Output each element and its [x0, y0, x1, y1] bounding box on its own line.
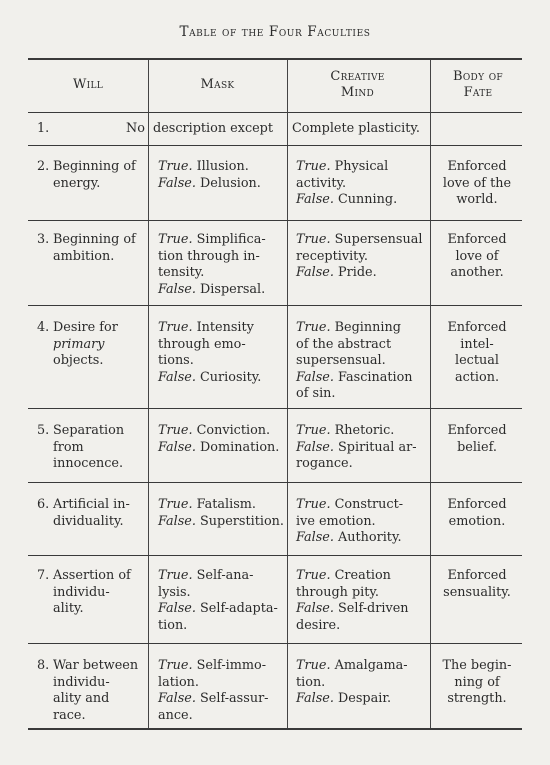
row-2-creative	[296, 159, 397, 209]
true-label: True.	[158, 423, 193, 438]
false-label: False.	[296, 601, 334, 617]
mask-line: False. Superstition.	[158, 513, 284, 529]
will-line: objects.	[53, 353, 104, 369]
creative-line: activity.	[296, 175, 347, 191]
mask-line: tions.	[158, 353, 194, 369]
row-3-will	[37, 232, 136, 265]
true-label: True.	[296, 658, 331, 673]
will-line: individu-	[53, 584, 110, 600]
fate-line: Enforced	[447, 232, 507, 247]
creative-line: desire.	[296, 617, 341, 633]
true-label: True.	[158, 568, 193, 583]
row-7-creative	[296, 568, 409, 634]
creative-line: True. Amalgama-	[296, 658, 408, 673]
creative-line: False. Despair.	[296, 691, 392, 707]
will-line: ambition.	[53, 248, 115, 264]
false-label: False.	[158, 439, 196, 455]
will-line: energy.	[53, 175, 101, 191]
true-label: True.	[296, 497, 331, 512]
creative-line: ive emotion.	[296, 513, 376, 529]
creative-line: rogance.	[296, 456, 353, 472]
row-number: 5.	[37, 423, 50, 438]
creative-line: True. Rhetoric.	[296, 423, 395, 438]
row-8-will	[37, 658, 138, 724]
row-1-mask: description except	[153, 121, 274, 136]
will-text: Desire for	[53, 320, 118, 335]
mask-line: lation.	[158, 674, 199, 690]
mask-line: lysis.	[158, 584, 191, 600]
mask-line: False. Self-adapta-	[158, 601, 278, 617]
mask-line: through emo-	[158, 336, 246, 352]
mask-line: True. Conviction.	[158, 423, 271, 438]
will-text: War between	[53, 658, 139, 673]
row-number: 2.	[37, 159, 50, 174]
true-label: True.	[158, 232, 193, 247]
true-label: True.	[158, 320, 193, 335]
row-number: 6.	[37, 497, 50, 512]
row-rule	[28, 305, 522, 306]
row-3-mask	[158, 232, 266, 298]
will-line	[37, 320, 118, 337]
will-line	[37, 568, 131, 585]
will-line: innocence.	[53, 456, 124, 472]
mask-line: True. Intensity	[158, 320, 254, 335]
row-number: 4.	[37, 320, 50, 335]
will-line: from	[53, 439, 84, 455]
header-creative-mind	[300, 69, 415, 101]
row-1-creative: Complete plasticity.	[292, 121, 420, 136]
true-label: True.	[296, 320, 331, 335]
mask-line: False. Dispersal.	[158, 281, 266, 297]
creative-line: False. Self-driven	[296, 601, 409, 617]
fate-line: world.	[456, 192, 498, 208]
will-text: Artificial in-	[53, 497, 130, 512]
true-label: True.	[296, 568, 331, 583]
row-4-fate	[432, 320, 522, 386]
will-text: Separation	[53, 423, 125, 438]
creative-line: of the abstract	[296, 336, 392, 352]
row-5-fate	[432, 423, 522, 456]
creative-line: True. Supersensual	[296, 232, 423, 247]
mask-line: tensity.	[158, 265, 205, 281]
true-label: True.	[158, 497, 193, 512]
false-label: False.	[158, 369, 196, 385]
mask-line: True. Illusion.	[158, 159, 249, 174]
false-label: False.	[296, 691, 334, 707]
fate-line: lectual	[455, 353, 499, 369]
fate-line: ning of	[454, 674, 500, 690]
mask-line: True. Simplifica-	[158, 232, 266, 247]
bottom-rule	[28, 728, 522, 730]
will-line: ality and	[53, 691, 110, 707]
header-creative-mind-text: Creative Mind	[330, 69, 385, 100]
will-line: dividuality.	[53, 513, 124, 529]
creative-line: False. Pride.	[296, 265, 377, 281]
creative-line: through pity.	[296, 584, 379, 600]
row-rule	[28, 555, 522, 556]
row-5-mask	[158, 423, 279, 456]
row-3-fate	[432, 232, 522, 282]
fate-line: intel-	[460, 336, 494, 352]
fate-line: Enforced	[447, 568, 507, 583]
row-6-mask	[158, 497, 284, 530]
fate-line: sensuality.	[443, 584, 511, 600]
row-7-fate	[432, 568, 522, 601]
fate-line: The begin-	[442, 658, 512, 673]
will-line: individu-	[53, 674, 110, 690]
will-line	[37, 658, 138, 675]
row-6-creative	[296, 497, 403, 547]
will-text: Beginning of	[53, 159, 136, 174]
row-2-mask	[158, 159, 261, 192]
will-line	[37, 423, 124, 440]
false-label: False.	[296, 369, 334, 385]
row-rule	[28, 220, 522, 221]
column-divider	[430, 60, 431, 728]
row-number: 7.	[37, 568, 50, 583]
row-5-will	[37, 423, 124, 473]
will-line	[37, 232, 136, 249]
false-label: False.	[158, 691, 196, 707]
row-2-will	[37, 159, 136, 192]
mask-line: False. Self-assur-	[158, 691, 269, 707]
creative-line: tion.	[296, 674, 326, 690]
false-label: False.	[296, 530, 334, 546]
creative-line: supersensual.	[296, 353, 386, 369]
fate-line: Enforced	[447, 159, 507, 174]
row-8-creative	[296, 658, 408, 708]
row-6-fate	[432, 497, 522, 530]
fate-line: love of the	[442, 175, 512, 191]
mask-line: ance.	[158, 707, 193, 723]
fate-line: action.	[454, 369, 500, 385]
false-label: False.	[158, 601, 196, 617]
true-label: True.	[296, 159, 331, 174]
row-4-creative	[296, 320, 413, 403]
creative-line: True. Beginning	[296, 320, 401, 335]
creative-line: receptivity.	[296, 248, 368, 264]
column-divider	[148, 60, 149, 728]
false-label: False.	[158, 281, 196, 297]
fate-line: Enforced	[447, 423, 507, 438]
row-rule	[28, 643, 522, 644]
row-rule	[28, 482, 522, 483]
mask-line: True. Self-ana-	[158, 568, 254, 583]
creative-line: False. Authority.	[296, 530, 402, 546]
header-body-of-fate	[438, 69, 518, 101]
fate-line: another.	[450, 265, 504, 281]
true-label: True.	[296, 232, 331, 247]
mask-line: tion through in-	[158, 248, 260, 264]
creative-line: True. Physical	[296, 159, 389, 174]
true-label: True.	[296, 423, 331, 438]
true-label: True.	[158, 159, 193, 174]
top-rule	[28, 58, 522, 60]
false-label: False.	[158, 175, 196, 191]
row-7-mask	[158, 568, 278, 634]
mask-line: True. Fatalism.	[158, 497, 256, 512]
header-mask: Mask	[200, 77, 235, 92]
false-label: False.	[158, 513, 196, 529]
false-label: False.	[296, 265, 334, 281]
will-line	[37, 159, 136, 176]
will-text: Beginning of	[53, 232, 136, 247]
row-rule	[28, 145, 522, 146]
header-will: Will	[72, 77, 104, 92]
row-1-will: No	[126, 121, 145, 136]
mask-line: True. Self-immo-	[158, 658, 267, 673]
creative-line: True. Construct-	[296, 497, 404, 512]
mask-line: tion.	[158, 617, 188, 633]
table-title: Table of the Four Faculties	[179, 24, 371, 40]
creative-line: False. Cunning.	[296, 192, 398, 208]
will-text: Assertion of	[53, 568, 131, 583]
will-line	[37, 497, 130, 514]
will-line: primary	[53, 336, 105, 352]
mask-line: False. Curiosity.	[158, 369, 262, 385]
row-3-creative	[296, 232, 422, 282]
false-label: False.	[296, 439, 334, 455]
row-number: 8.	[37, 658, 50, 673]
row-4-mask	[158, 320, 261, 386]
will-line: race.	[53, 707, 86, 723]
will-line: ality.	[53, 601, 84, 617]
header-rule	[28, 112, 522, 113]
fate-line: love of	[455, 248, 499, 264]
fate-line: belief.	[457, 439, 497, 455]
row-number: 3.	[37, 232, 50, 247]
header-body-of-fate-text: Body of Fate	[453, 69, 503, 100]
fate-line: strength.	[447, 691, 507, 707]
false-label: False.	[296, 192, 334, 208]
row-6-will	[37, 497, 130, 530]
row-5-creative	[296, 423, 417, 473]
row-7-will	[37, 568, 131, 618]
fate-line: emotion.	[448, 513, 506, 529]
column-divider	[287, 60, 288, 728]
creative-line: of sin.	[296, 386, 336, 402]
mask-line: False. Domination.	[158, 439, 280, 455]
row-2-fate	[432, 159, 522, 209]
mask-line: False. Delusion.	[158, 175, 261, 191]
creative-line: True. Creation	[296, 568, 391, 583]
fate-line: Enforced	[447, 320, 507, 335]
fate-line: Enforced	[447, 497, 507, 512]
row-4-will	[37, 320, 118, 370]
row-1-number: 1.	[37, 121, 50, 136]
true-label: True.	[158, 658, 193, 673]
row-8-mask	[158, 658, 269, 724]
creative-line: False. Fascination	[296, 369, 413, 385]
row-rule	[28, 408, 522, 409]
row-8-fate	[432, 658, 522, 708]
creative-line: False. Spiritual ar-	[296, 439, 417, 455]
